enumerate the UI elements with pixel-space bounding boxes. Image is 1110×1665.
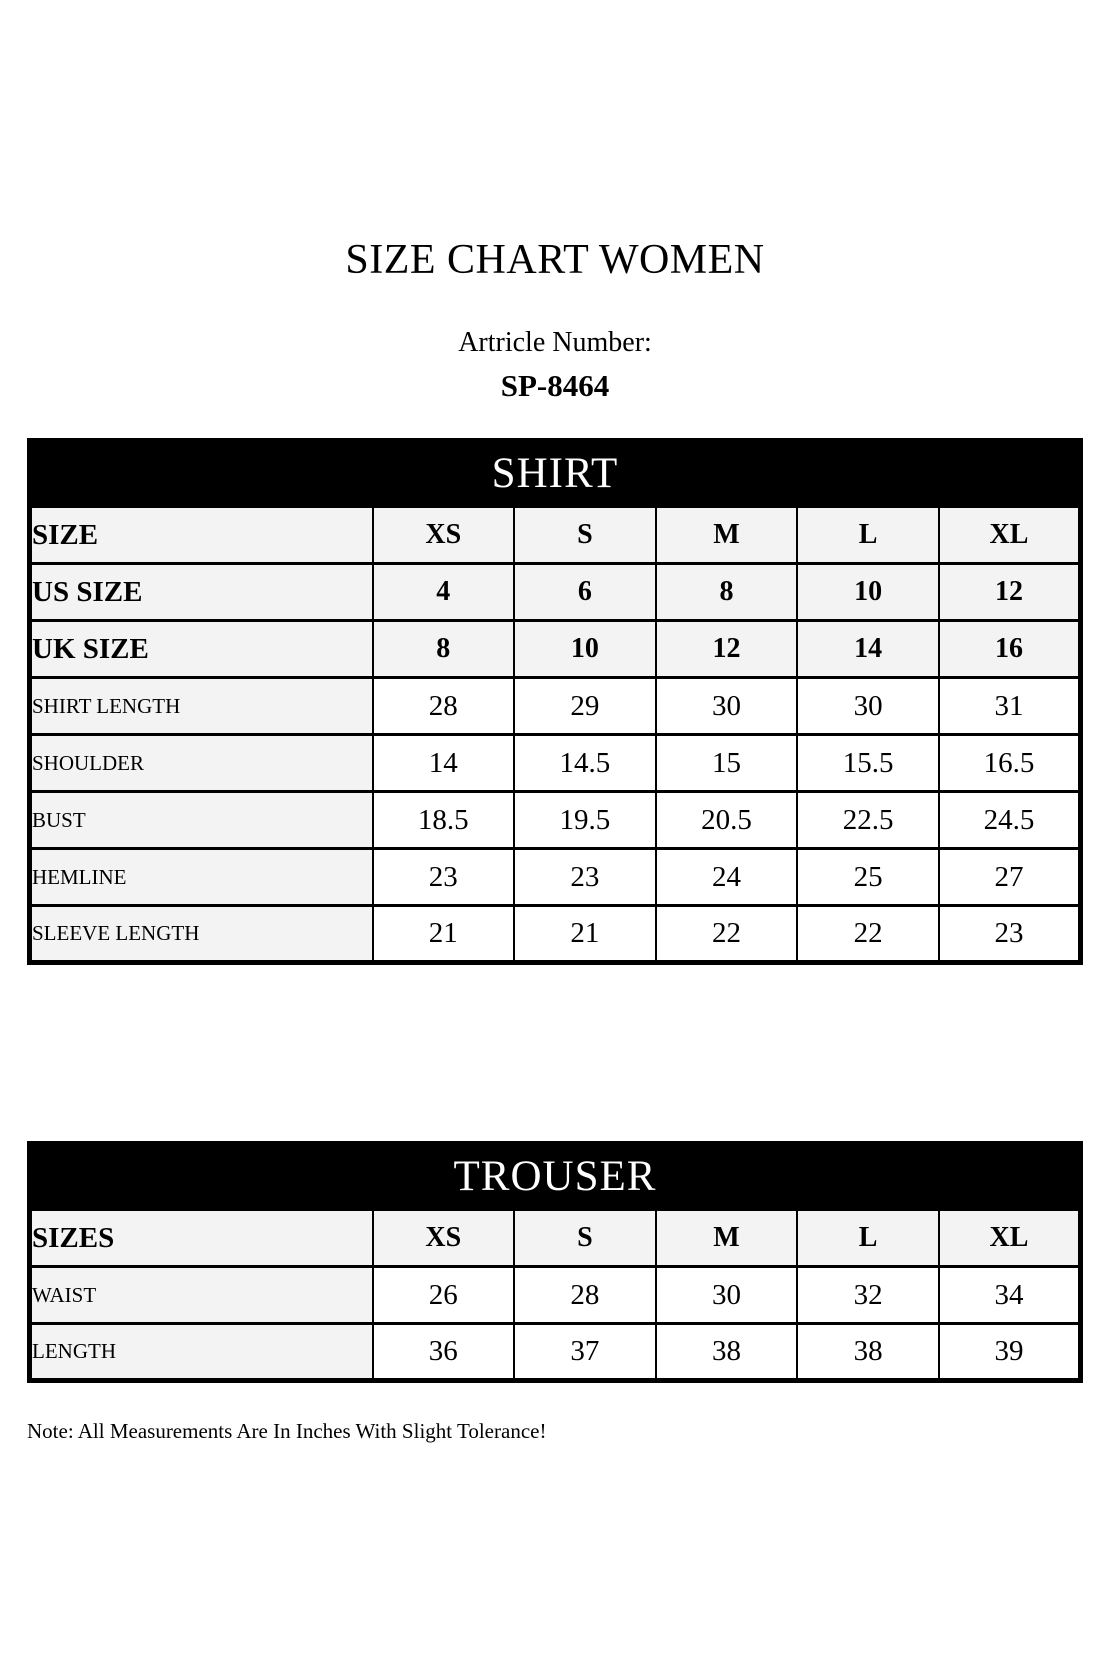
row-label-cell: SHOULDER	[30, 735, 373, 792]
size-value-cell: 29	[514, 678, 656, 735]
size-value-cell: 27	[939, 849, 1081, 906]
size-value-cell: 32	[797, 1267, 939, 1324]
size-value-cell: 22.5	[797, 792, 939, 849]
trouser-size-table	[27, 1141, 1083, 1383]
article-number-label: Artricle Number:	[458, 327, 652, 359]
row-label-cell: HEMLINE	[30, 849, 373, 906]
shirt-row-uk-size	[30, 621, 1081, 678]
size-value-cell: 21	[373, 906, 515, 963]
measurement-note: Note: All Measurements Are In Inches With Slight Tolerance!	[27, 1419, 547, 1444]
size-header-cell: XS	[373, 1210, 515, 1267]
row-label-cell: SIZES	[30, 1210, 373, 1267]
size-value-cell: 14	[797, 621, 939, 678]
size-header-cell: XL	[939, 507, 1081, 564]
shirt-size-table	[27, 438, 1083, 965]
size-value-cell: 10	[797, 564, 939, 621]
size-value-cell: 12	[939, 564, 1081, 621]
size-value-cell: 15.5	[797, 735, 939, 792]
size-value-cell: 6	[514, 564, 656, 621]
size-chart-page	[27, 0, 1083, 1444]
size-value-cell: 4	[373, 564, 515, 621]
size-value-cell: 18.5	[373, 792, 515, 849]
size-value-cell: 23	[514, 849, 656, 906]
size-value-cell: 30	[656, 1267, 798, 1324]
size-header-cell: L	[797, 1210, 939, 1267]
size-value-cell: 38	[656, 1324, 798, 1381]
size-value-cell: 14	[373, 735, 515, 792]
shirt-row-us-size	[30, 564, 1081, 621]
size-header-cell: L	[797, 507, 939, 564]
size-value-cell: 19.5	[514, 792, 656, 849]
size-value-cell: 34	[939, 1267, 1081, 1324]
size-value-cell: 12	[656, 621, 798, 678]
size-value-cell: 8	[656, 564, 798, 621]
trouser-row-waist	[30, 1267, 1081, 1324]
size-value-cell: 30	[656, 678, 798, 735]
shirt-row-sleeve-length	[30, 906, 1081, 963]
size-header-cell: XS	[373, 507, 515, 564]
size-value-cell: 23	[939, 906, 1081, 963]
trouser-row-length	[30, 1324, 1081, 1381]
size-value-cell: 28	[373, 678, 515, 735]
size-value-cell: 16.5	[939, 735, 1081, 792]
size-header-cell: XL	[939, 1210, 1081, 1267]
size-header-cell: M	[656, 507, 798, 564]
trouser-table-title: TROUSER	[30, 1144, 1081, 1210]
size-value-cell: 10	[514, 621, 656, 678]
row-label-cell: BUST	[30, 792, 373, 849]
row-label-cell: SHIRT LENGTH	[30, 678, 373, 735]
article-number-value: SP-8464	[500, 367, 610, 403]
size-value-cell: 24	[656, 849, 798, 906]
size-value-cell: 25	[797, 849, 939, 906]
row-label-cell: SLEEVE LENGTH	[30, 906, 373, 963]
row-label-cell: SIZE	[30, 507, 373, 564]
size-value-cell: 36	[373, 1324, 515, 1381]
size-value-cell: 8	[373, 621, 515, 678]
size-value-cell: 39	[939, 1324, 1081, 1381]
size-value-cell: 31	[939, 678, 1081, 735]
size-value-cell: 37	[514, 1324, 656, 1381]
size-value-cell: 22	[797, 906, 939, 963]
shirt-row-size	[30, 507, 1081, 564]
page-title: SIZE CHART WOMEN	[345, 237, 765, 283]
trouser-table-banner	[30, 1144, 1081, 1210]
trouser-row-sizes	[30, 1210, 1081, 1267]
size-value-cell: 30	[797, 678, 939, 735]
shirt-row-hemline	[30, 849, 1081, 906]
row-label-cell: UK SIZE	[30, 621, 373, 678]
size-value-cell: 38	[797, 1324, 939, 1381]
row-label-cell: US SIZE	[30, 564, 373, 621]
shirt-row-shirt-length	[30, 678, 1081, 735]
size-value-cell: 22	[656, 906, 798, 963]
size-value-cell: 23	[373, 849, 515, 906]
size-value-cell: 14.5	[514, 735, 656, 792]
size-header-cell: S	[514, 1210, 656, 1267]
shirt-row-bust	[30, 792, 1081, 849]
size-header-cell: S	[514, 507, 656, 564]
size-value-cell: 26	[373, 1267, 515, 1324]
row-label-cell: WAIST	[30, 1267, 373, 1324]
size-value-cell: 21	[514, 906, 656, 963]
size-value-cell: 20.5	[656, 792, 798, 849]
size-value-cell: 16	[939, 621, 1081, 678]
size-value-cell: 15	[656, 735, 798, 792]
shirt-table-title: SHIRT	[30, 441, 1081, 507]
size-header-cell: M	[656, 1210, 798, 1267]
row-label-cell: LENGTH	[30, 1324, 373, 1381]
size-value-cell: 24.5	[939, 792, 1081, 849]
shirt-row-shoulder	[30, 735, 1081, 792]
size-value-cell: 28	[514, 1267, 656, 1324]
shirt-table-banner	[30, 441, 1081, 507]
